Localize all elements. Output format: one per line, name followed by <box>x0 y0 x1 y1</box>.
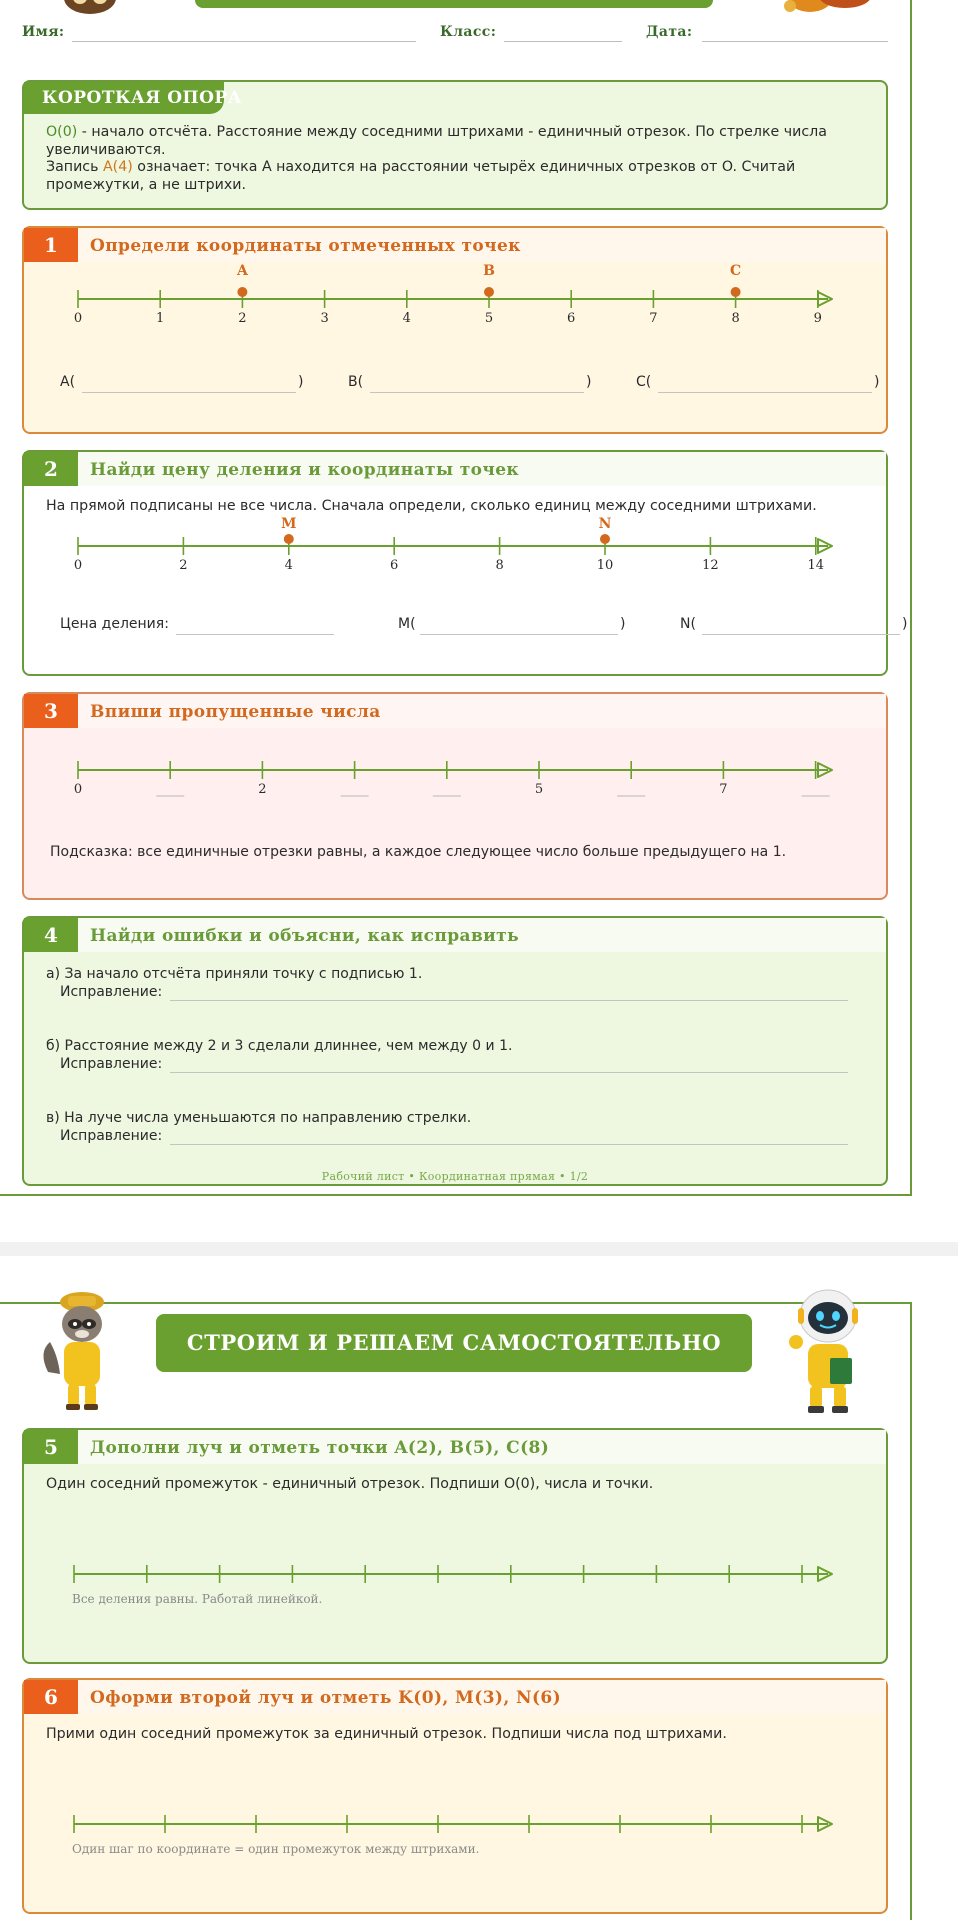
point-label-c: C <box>730 263 742 279</box>
reference-card <box>22 80 888 210</box>
answer-label-2: C( <box>636 374 652 390</box>
tick-label: 3 <box>320 311 329 326</box>
task-1-number: 1 <box>24 228 78 262</box>
class-field[interactable] <box>504 41 622 42</box>
tick-label: 0 <box>73 311 83 326</box>
task-6-header <box>24 1680 886 1714</box>
fix-label-1: Исправление: <box>60 1056 163 1072</box>
task-3-header <box>24 694 886 728</box>
number-line-3 <box>24 728 890 808</box>
answer-field-2[interactable] <box>658 392 872 393</box>
task-4-card <box>22 916 888 1186</box>
error-item-1: б) Расстояние между 2 и 3 сделали длиннее, чем между 0 и 1. <box>46 1038 513 1054</box>
point-label-n: N <box>598 516 612 532</box>
reference-line-1: - начало отсчёта. Расстояние между соседними штрихами - единичный отрезок. По стрелке числа увеличиваются. <box>46 124 827 158</box>
task-4-number: 4 <box>24 918 78 952</box>
task-6-title: Оформи второй луч и отметь K(0), M(3), N(6) <box>90 1688 562 1708</box>
task-3-number: 3 <box>24 694 78 728</box>
class-label: Класс: <box>440 24 497 40</box>
point-label-a: A <box>236 263 248 279</box>
fix-field-2[interactable] <box>170 1144 848 1145</box>
tick-label: 8 <box>731 311 740 326</box>
task-6-hint: Один шаг по координате = один промежуток между штрихами. <box>72 1842 480 1856</box>
tick-label: 2 <box>179 558 188 573</box>
coord-field-0[interactable] <box>420 634 618 635</box>
tick-label: 12 <box>702 558 719 573</box>
tick-label: 2 <box>258 782 267 797</box>
task-2-title: Найди цену деления и координаты точек <box>90 460 520 480</box>
tick-label: 4 <box>402 311 411 326</box>
tick-label: 9 <box>813 311 822 326</box>
task-4-title: Найди ошибки и объясни, как исправить <box>90 926 520 946</box>
tick-label: 0 <box>73 782 83 797</box>
fix-field-1[interactable] <box>170 1072 848 1073</box>
task-5-header <box>24 1430 886 1464</box>
header-banner <box>195 0 713 8</box>
task-2-number: 2 <box>24 452 78 486</box>
point-b <box>484 287 494 297</box>
answer-field-0[interactable] <box>82 392 296 393</box>
task-1-header <box>24 228 886 262</box>
page-2-title: СТРОИМ И РЕШАЕМ САМОСТОЯТЕЛЬНО <box>156 1314 752 1372</box>
task-5-card <box>22 1428 888 1664</box>
task-5-hint: Все деления равны. Работай линейкой. <box>72 1592 323 1606</box>
number-line-2 <box>24 512 890 592</box>
task-6-instruction: Прими один соседний промежуток за единичный отрезок. Подпиши числа под штрихами. <box>46 1726 727 1742</box>
task-5-title: Дополни луч и отметь точки A(2), B(5), C(8) <box>90 1438 550 1458</box>
tick-label: 6 <box>567 311 576 326</box>
point-label-b: B <box>483 263 495 279</box>
name-field[interactable] <box>72 41 416 42</box>
coord-label-1: N( <box>680 616 696 632</box>
point-label-m: M <box>281 516 297 532</box>
robot-mascot-icon <box>780 1282 876 1416</box>
page-separator <box>0 1242 958 1256</box>
point-n <box>600 534 610 544</box>
task-2-card <box>22 450 908 676</box>
student-info-row <box>22 22 888 46</box>
autumn-leaves-icon <box>770 0 882 20</box>
answer-field-1[interactable] <box>370 392 584 393</box>
reference-line-2b: означает: точка A находится на расстоянии четырёх единичных отрезков от O. Считай промежутки, а не штрихи. <box>46 159 796 193</box>
fix-field-0[interactable] <box>170 1000 848 1001</box>
price-label: Цена деления: <box>60 616 169 632</box>
task-5-number: 5 <box>24 1430 78 1464</box>
coord-field-1[interactable] <box>702 634 900 635</box>
raccoon-mascot-icon <box>38 1282 128 1414</box>
error-item-2: в) На луче числа уменьшаются по направлению стрелки. <box>46 1110 472 1126</box>
tick-label: 10 <box>596 558 614 573</box>
task-1-card <box>22 226 888 434</box>
point-m <box>284 534 294 544</box>
fix-label-0: Исправление: <box>60 984 163 1000</box>
answer-label-0: A( <box>60 374 76 390</box>
point-notation: A(4) <box>102 159 133 175</box>
answer-close-2: ) <box>874 374 880 390</box>
point-c <box>731 287 741 297</box>
task-5-instruction: Один соседний промежуток - единичный отрезок. Подпиши O(0), числа и точки. <box>46 1476 654 1492</box>
fix-label-2: Исправление: <box>60 1128 163 1144</box>
task-1-title: Определи координаты отмеченных точек <box>90 236 521 256</box>
task-2-header <box>24 452 886 486</box>
answer-label-1: B( <box>348 374 364 390</box>
tick-label: 1 <box>156 311 165 326</box>
task-2-instruction: На прямой подписаны не все числа. Сначала определи, сколько единиц между соседними штрихами. <box>46 498 817 514</box>
date-field[interactable] <box>702 41 888 42</box>
tick-label: 7 <box>719 782 728 797</box>
task-4-header <box>24 918 886 952</box>
date-label: Дата: <box>646 24 693 40</box>
name-label: Имя: <box>22 24 65 40</box>
coord-label-0: M( <box>398 616 416 632</box>
tick-label: 2 <box>238 311 247 326</box>
task-3-title: Впиши пропущенные числа <box>90 702 381 722</box>
tick-label: 4 <box>284 558 293 573</box>
worksheet-page-2 <box>0 1302 912 1920</box>
tick-label: 7 <box>649 311 658 326</box>
tick-label: 0 <box>73 558 83 573</box>
error-item-0: а) За начало отсчёта приняли точку с подписью 1. <box>46 966 423 982</box>
coord-close-1: ) <box>902 616 908 632</box>
task-6-number: 6 <box>24 1680 78 1714</box>
reference-text <box>46 124 866 194</box>
tick-label: 5 <box>534 782 544 797</box>
tick-label: 5 <box>484 311 494 326</box>
task-6-card <box>22 1678 888 1914</box>
coord-close-0: ) <box>620 616 626 632</box>
point-a <box>237 287 247 297</box>
tick-label: 8 <box>495 558 504 573</box>
reference-line-2a: Запись <box>46 159 103 175</box>
tick-label: 14 <box>807 558 825 573</box>
task-3-card <box>22 692 888 900</box>
answer-close-0: ) <box>298 374 304 390</box>
reference-tab: КОРОТКАЯ ОПОРА <box>24 82 224 114</box>
origin-notation: O(0) <box>46 124 78 140</box>
number-line-1 <box>24 262 890 342</box>
owl-mascot-icon <box>60 0 120 18</box>
page-footer: Рабочий лист • Координатная прямая • 1/2 <box>321 1170 589 1183</box>
answer-close-1: ) <box>586 374 592 390</box>
task-3-hint: Подсказка: все единичные отрезки равны, а каждое следующее число больше предыдущего на 1. <box>50 844 787 860</box>
price-field[interactable] <box>176 634 334 635</box>
tick-label: 6 <box>390 558 399 573</box>
